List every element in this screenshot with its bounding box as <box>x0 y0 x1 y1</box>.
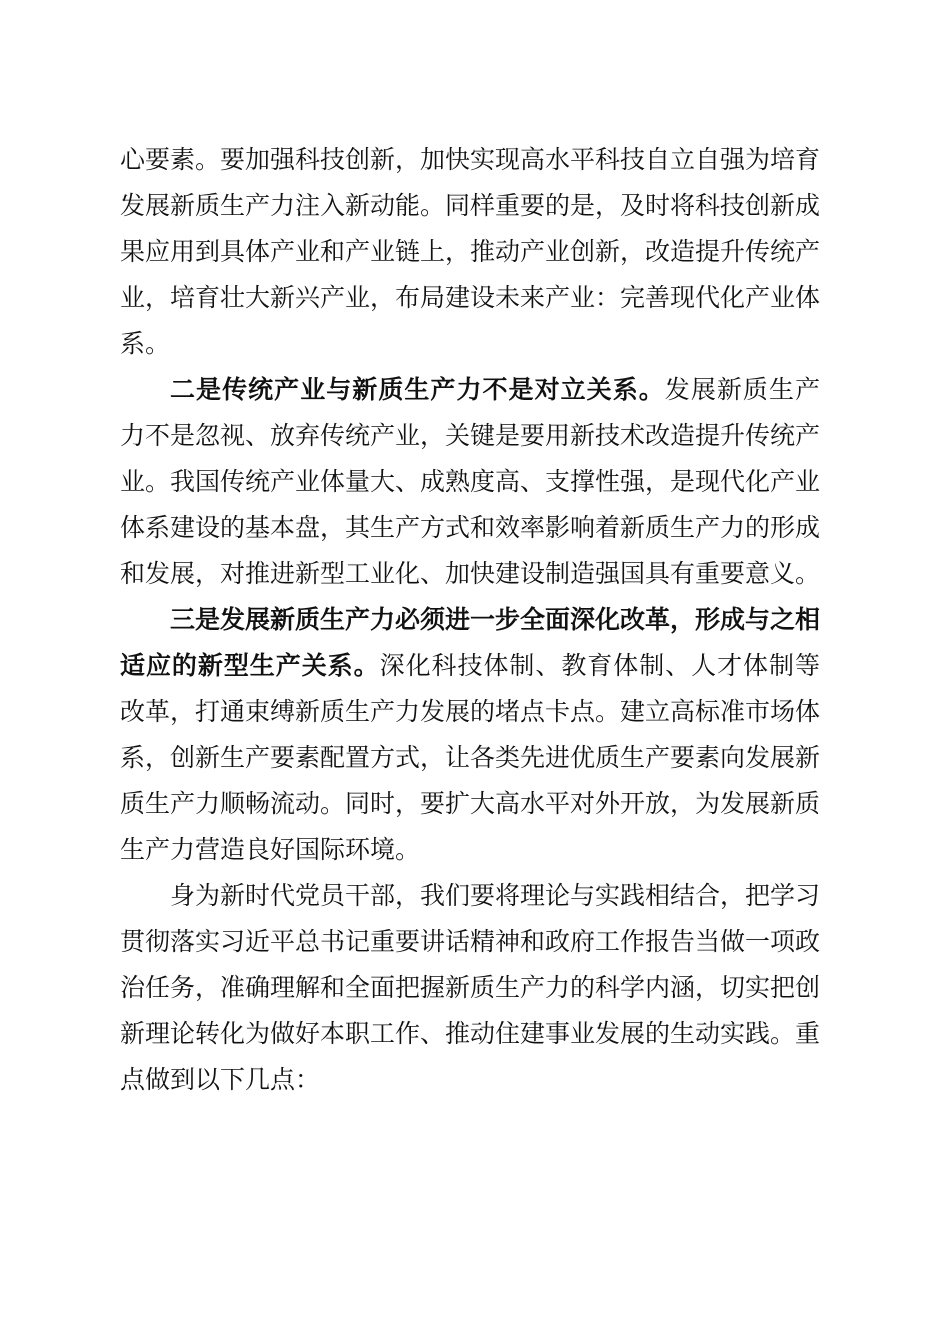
paragraph-text: 心要素。要加强科技创新，加快实现高水平科技自立自强为培育发展新质生产力注入新动能。同样重要的是，及时将科技创新成果应用到具体产业和产业链上，推动产业创新，改造提升传统产业，培育壮大新兴产业，布局建设未来产业：完善现代化产业体系。 <box>120 145 821 358</box>
paragraph-point-two <box>120 367 820 597</box>
paragraph-lead: 三是发展新质生产力必须进一步全面深化改革，形成与之相适应的新型生产关系。 <box>120 605 821 680</box>
document-body <box>120 137 820 1103</box>
paragraph-lead: 二是传统产业与新质生产力不是对立关系。 <box>170 375 665 404</box>
paragraph-text: 深化科技体制、教育体制、人才体制等改革，打通束缚新质生产力发展的堵点卡点。建立高标准市场体系，创新生产要素配置方式，让各类先进优质生产要素向发展新质生产力顺畅流动。同时，要扩大高水平对外开放，为发展新质生产力营造良好国际环境。 <box>120 651 821 864</box>
paragraph-text: 身为新时代党员干部，我们要将理论与实践相结合，把学习贯彻落实习近平总书记重要讲话精神和政府工作报告当做一项政治任务，准确理解和全面把握新质生产力的科学内涵，切实把创新理论转化为做好本职工作、推动住建事业发展的生动实践。重点做到以下几点： <box>120 881 821 1094</box>
paragraph-point-three <box>120 597 820 873</box>
paragraph-conclusion <box>120 873 820 1103</box>
paragraph-continuation <box>120 137 820 367</box>
paragraph-text: 发展新质生产力不是忽视、放弃传统产业，关键是要用新技术改造提升传统产业。我国传统产业体量大、成熟度高、支撑性强，是现代化产业体系建设的基本盘，其生产方式和效率影响着新质生产力的形成和发展，对推进新型工业化、加快建设制造强国具有重要意义。 <box>120 375 821 588</box>
